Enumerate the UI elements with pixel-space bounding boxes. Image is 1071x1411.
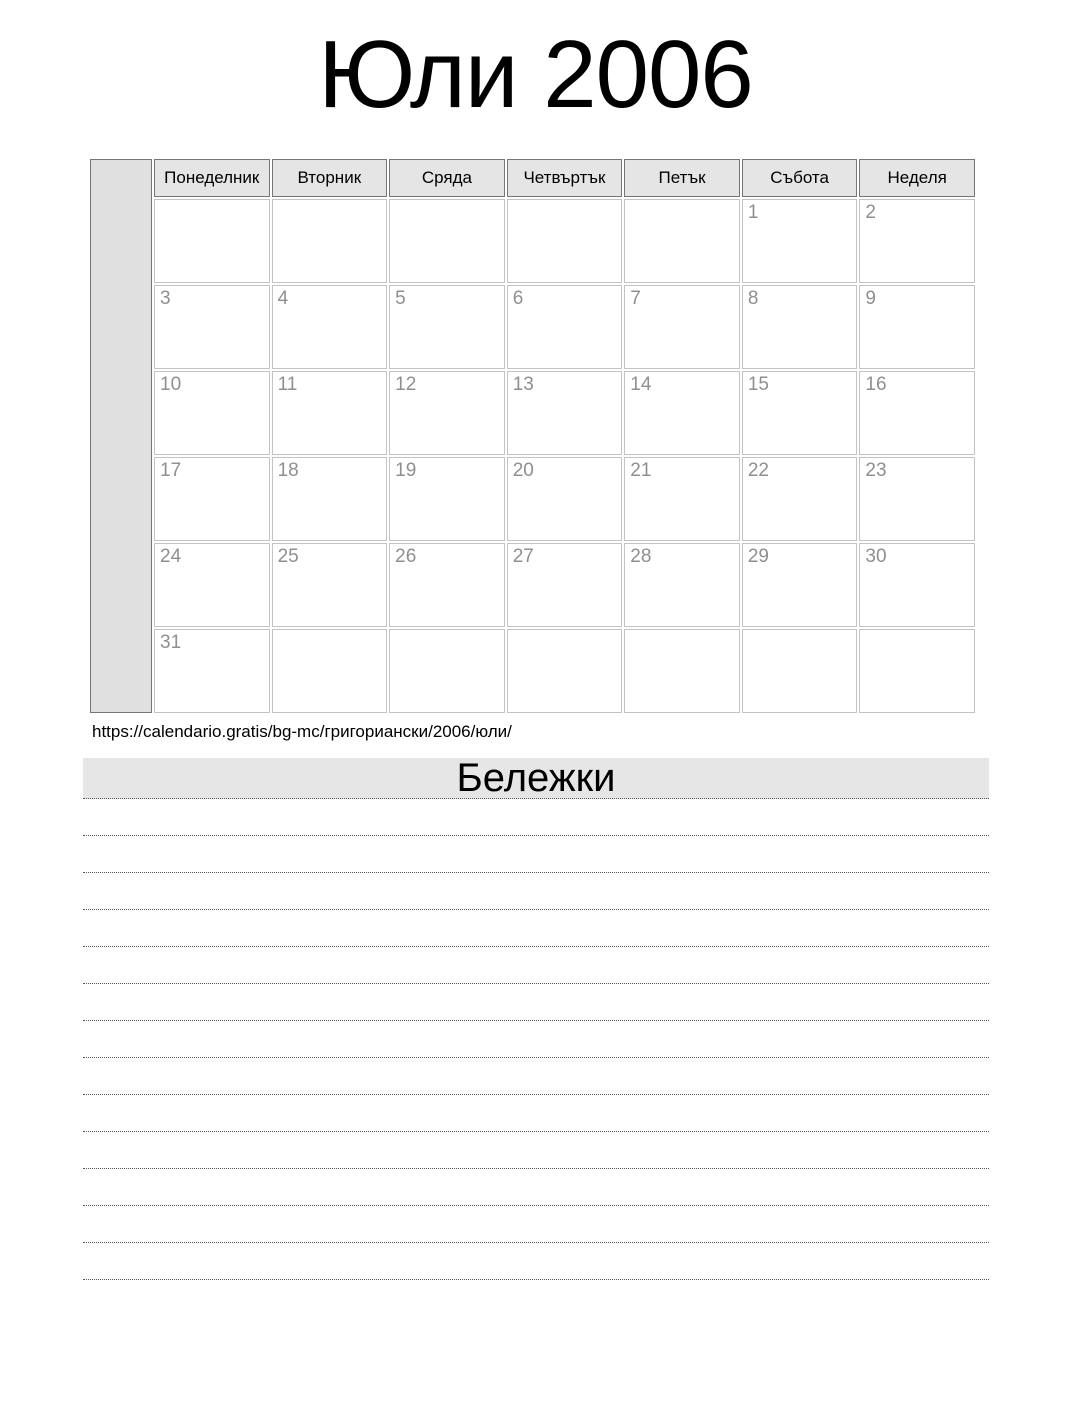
note-line <box>83 910 989 947</box>
notes-section <box>83 755 989 1280</box>
week-row <box>90 629 975 713</box>
day-cell: 3 <box>154 285 270 369</box>
note-line <box>83 1021 989 1058</box>
day-cell: 31 <box>154 629 270 713</box>
day-cell: 21 <box>624 457 740 541</box>
day-cell: 5 <box>389 285 505 369</box>
day-cell: 26 <box>389 543 505 627</box>
day-cell: 1 <box>742 199 858 283</box>
note-line <box>83 1169 989 1206</box>
day-cell: 8 <box>742 285 858 369</box>
weekday-header-monday: Понеделник <box>154 159 270 197</box>
day-cell <box>859 629 975 713</box>
day-cell: 25 <box>272 543 388 627</box>
week-number-column <box>90 159 152 713</box>
day-cell <box>624 199 740 283</box>
week-row <box>90 457 975 541</box>
page-title: Юли 2006 <box>318 21 753 128</box>
day-cell: 2 <box>859 199 975 283</box>
weekday-header-row <box>90 159 975 197</box>
note-line <box>83 1206 989 1243</box>
day-cell: 15 <box>742 371 858 455</box>
day-cell <box>272 629 388 713</box>
weekday-header-saturday: Събота <box>742 159 858 197</box>
day-cell: 12 <box>389 371 505 455</box>
day-cell: 10 <box>154 371 270 455</box>
source-url: https://calendario.gratis/bg-mc/григориански/2006/юли/ <box>92 721 512 741</box>
week-row <box>90 543 975 627</box>
day-cell <box>272 199 388 283</box>
day-cell: 13 <box>507 371 623 455</box>
day-cell: 16 <box>859 371 975 455</box>
notes-lines <box>83 799 989 1280</box>
day-cell: 4 <box>272 285 388 369</box>
day-cell: 29 <box>742 543 858 627</box>
note-line <box>83 1132 989 1169</box>
day-cell: 7 <box>624 285 740 369</box>
day-cell: 17 <box>154 457 270 541</box>
day-cell: 22 <box>742 457 858 541</box>
note-line <box>83 799 989 836</box>
day-cell: 18 <box>272 457 388 541</box>
day-cell: 14 <box>624 371 740 455</box>
day-cell: 28 <box>624 543 740 627</box>
week-row <box>90 285 975 369</box>
day-cell: 24 <box>154 543 270 627</box>
week-row <box>90 371 975 455</box>
note-line <box>83 873 989 910</box>
note-line <box>83 947 989 984</box>
notes-title: Бележки <box>83 758 989 799</box>
weekday-header-sunday: Неделя <box>859 159 975 197</box>
day-cell <box>507 629 623 713</box>
day-cell <box>624 629 740 713</box>
day-cell <box>154 199 270 283</box>
note-line <box>83 1058 989 1095</box>
weekday-header-thursday: Четвъртък <box>507 159 623 197</box>
weekday-header-friday: Петък <box>624 159 740 197</box>
weekday-header-tuesday: Вторник <box>272 159 388 197</box>
note-line <box>83 984 989 1021</box>
day-cell <box>389 199 505 283</box>
day-cell: 6 <box>507 285 623 369</box>
day-cell <box>742 629 858 713</box>
calendar-table <box>88 157 977 715</box>
day-cell <box>389 629 505 713</box>
week-row <box>90 199 975 283</box>
day-cell: 19 <box>389 457 505 541</box>
day-cell: 11 <box>272 371 388 455</box>
day-cell: 27 <box>507 543 623 627</box>
day-cell: 23 <box>859 457 975 541</box>
note-line <box>83 1243 989 1280</box>
weekday-header-wednesday: Сряда <box>389 159 505 197</box>
day-cell <box>507 199 623 283</box>
day-cell: 9 <box>859 285 975 369</box>
day-cell: 30 <box>859 543 975 627</box>
day-cell: 20 <box>507 457 623 541</box>
note-line <box>83 1095 989 1132</box>
note-line <box>83 836 989 873</box>
